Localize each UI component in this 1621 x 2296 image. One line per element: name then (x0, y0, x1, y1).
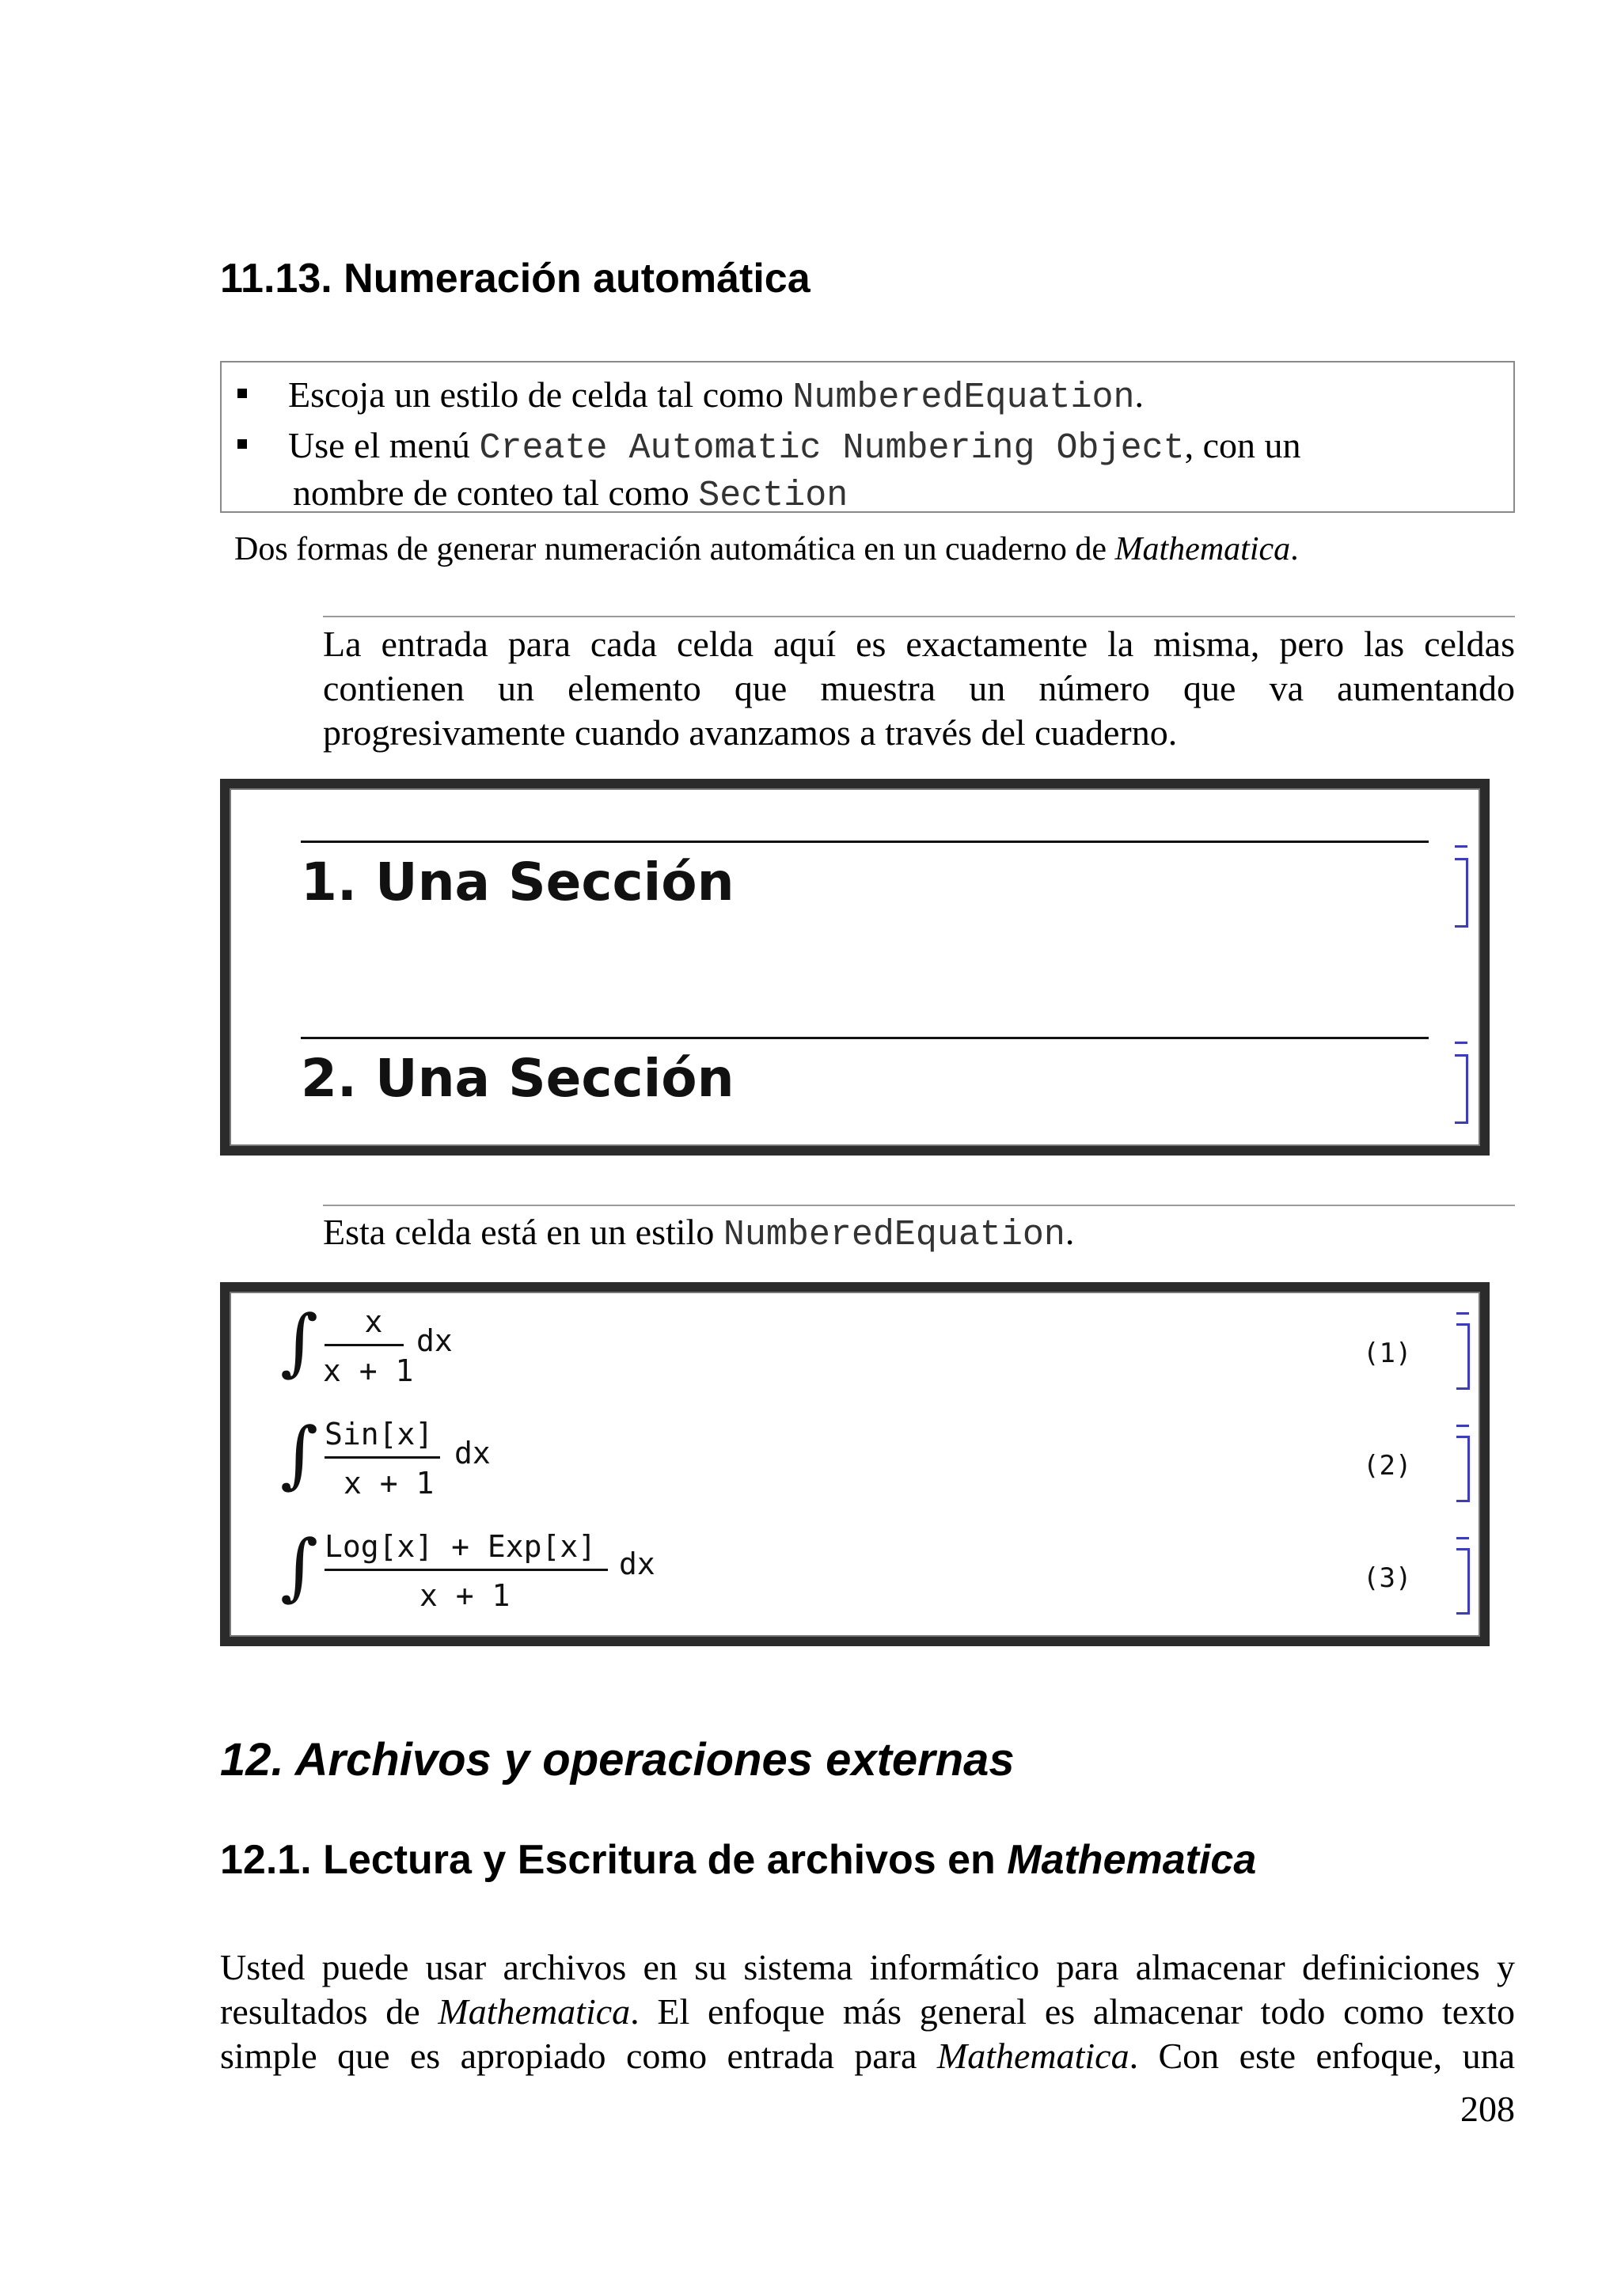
fraction-bar (325, 1344, 404, 1346)
cell-bracket-icon[interactable] (1456, 1548, 1470, 1615)
bullet-item-1 (237, 374, 1144, 418)
cell-bracket-top-icon (1455, 1042, 1467, 1052)
figure-caption: Dos formas de generar numeración automática en un cuaderno de Mathematica. (234, 531, 1299, 567)
eq-1-differential: dx (416, 1323, 453, 1358)
cell-bracket-icon[interactable] (1456, 1323, 1470, 1390)
page-number: 208 (1460, 2089, 1515, 2129)
eq-2-differential: dx (454, 1436, 491, 1471)
explain-paragraph: La entrada para cada celda aquí es exactamente la misma, pero las celdas contienen un elemento que muestra un número que va aumentando progresivamente cuando avanzamos a través del cuaderno. (323, 624, 1515, 753)
bullet-item-2-continued (293, 472, 848, 516)
section-rule (301, 1037, 1429, 1039)
cell-bracket-top-icon (1456, 1312, 1469, 1323)
divider-rule (323, 616, 1515, 617)
bullet-square-icon (237, 439, 247, 449)
cell-bracket-top-icon (1456, 1537, 1469, 1547)
eq-3-numerator: Log[x] + Exp[x] (325, 1529, 597, 1564)
cell-bracket-icon[interactable] (1456, 1436, 1470, 1502)
fraction-bar (325, 1569, 608, 1571)
bullet-1-code: NumberedEquation (792, 378, 1135, 418)
section-rule (301, 841, 1429, 843)
bullet-box (220, 361, 1515, 516)
notebook-section-title-2: 2. Una Sección (301, 1048, 735, 1109)
eq-1-denominator: x + 1 (323, 1353, 414, 1388)
bullet-2-after: , con un (1184, 425, 1301, 465)
notebook-sections-screenshot (220, 779, 1490, 1156)
integral-icon: ∫ (280, 1524, 318, 1609)
chapter-heading-12: 12. Archivos y operaciones externas (220, 1734, 1015, 1786)
cell-bracket-icon[interactable] (1455, 1054, 1468, 1124)
eq-3-denominator: x + 1 (419, 1578, 511, 1613)
eq-3-number: (3) (1363, 1562, 1412, 1594)
notebook-section-title-1: 1. Una Sección (301, 852, 735, 913)
eq-2-denominator: x + 1 (344, 1466, 435, 1501)
bullet-2-code: Create Automatic Numbering Object (479, 428, 1185, 469)
numbered-equation-note: Esta celda está en un estilo NumberedEquation. (323, 1212, 1075, 1255)
bullet-square-icon (237, 389, 247, 398)
integral-icon: ∫ (280, 1412, 318, 1497)
section-heading-11-13: 11.13. Numeración automática (220, 256, 810, 302)
eq-1-numerator: x (364, 1304, 383, 1339)
bullet-2-line2-code: Section (698, 476, 848, 516)
bullet-item-2 (237, 424, 1301, 469)
fraction-bar (325, 1456, 440, 1459)
eq-2-number: (2) (1363, 1450, 1412, 1482)
bullet-2-line2-text: nombre de conteo tal como (293, 472, 699, 513)
bullet-2-text: Use el menú (288, 425, 480, 465)
divider-rule (323, 1205, 1515, 1206)
bullet-1-after: . (1134, 374, 1144, 415)
eq-3-differential: dx (619, 1546, 655, 1581)
eq-2-numerator: Sin[x] (325, 1417, 434, 1452)
integral-icon: ∫ (280, 1300, 318, 1384)
cell-bracket-top-icon (1455, 845, 1467, 856)
cell-bracket-top-icon (1456, 1425, 1469, 1435)
cell-bracket-icon[interactable] (1455, 858, 1468, 928)
notebook-equations-screenshot (220, 1282, 1490, 1646)
section-heading-12-1: 12.1. Lectura y Escritura de archivos en Mathematica (220, 1837, 1257, 1883)
final-paragraph: Usted puede usar archivos en su sistema informático para almacenar definiciones y resultados de Mathematica. El enfoque más general es almacenar todo como texto simple que es apropiado como entrada para Mathematica. Con este enfoque, una (220, 1947, 1516, 2076)
eq-1-number: (1) (1363, 1338, 1412, 1369)
bullet-1-text: Escoja un estilo de celda tal como (288, 374, 793, 415)
